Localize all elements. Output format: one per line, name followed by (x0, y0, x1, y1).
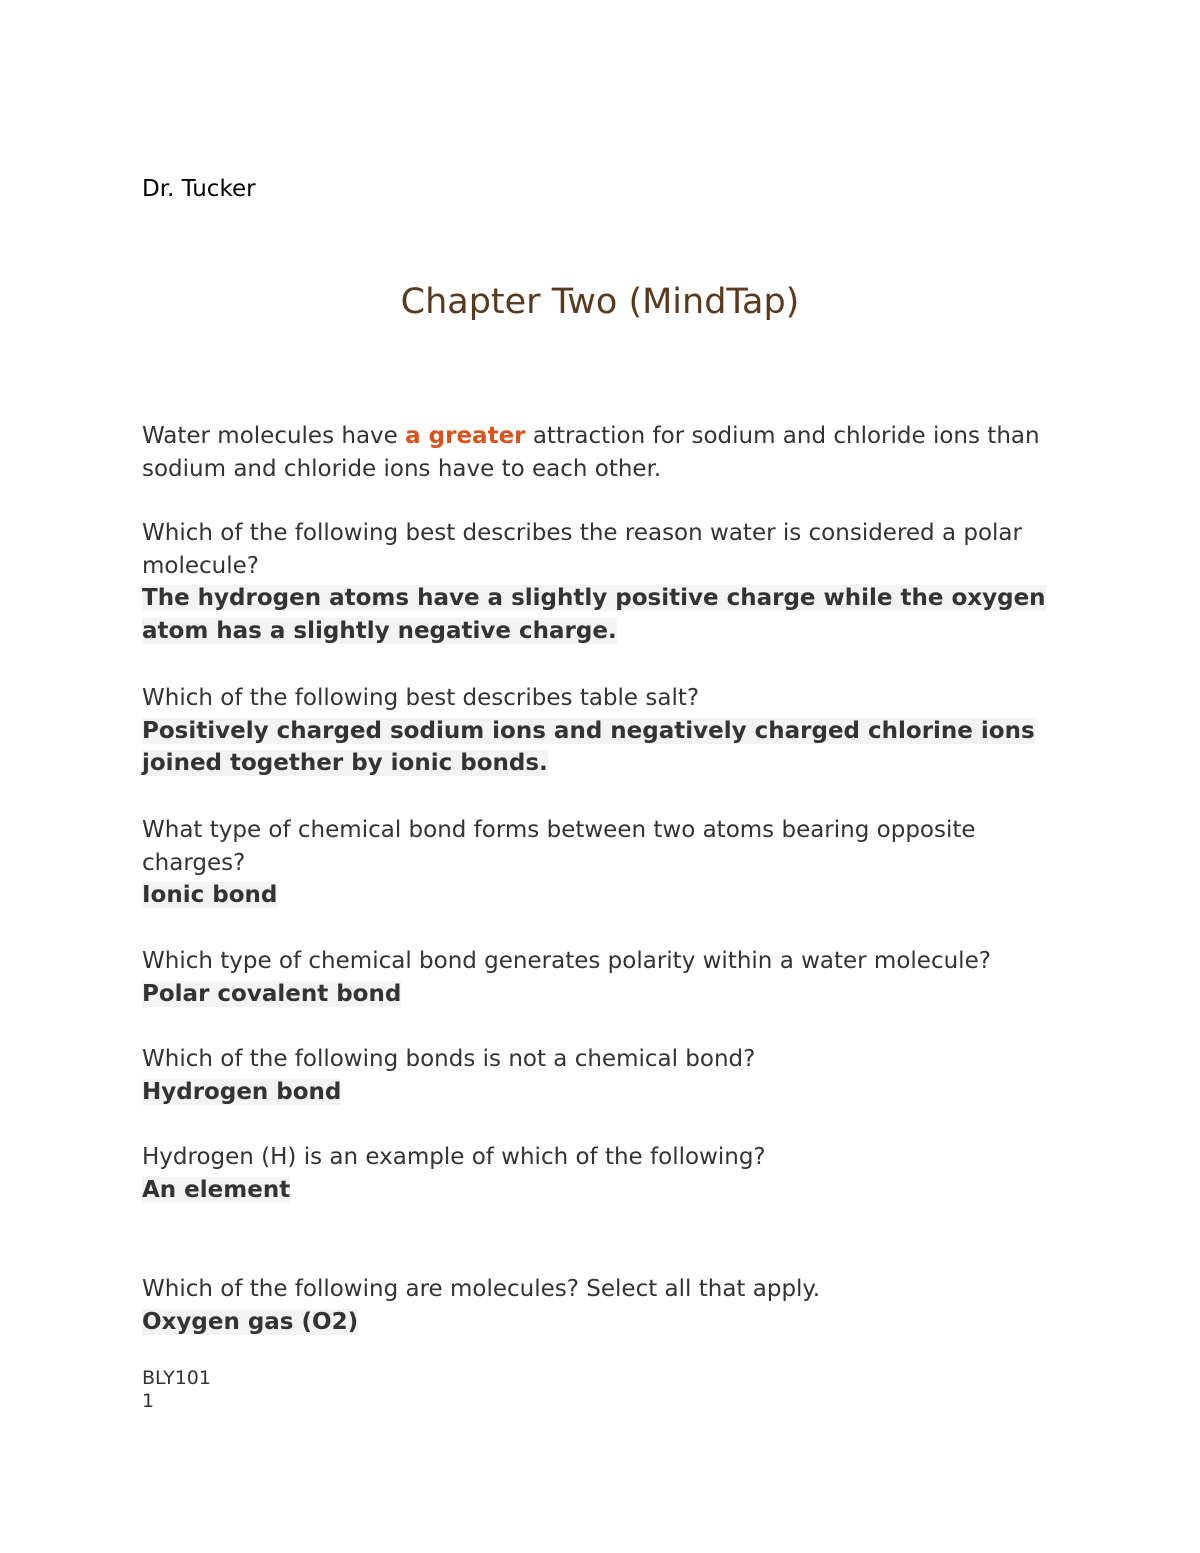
answer-highlight: Positively charged sodium ions and negatively charged chlorine ions joined together by ionic bonds. (142, 717, 1035, 776)
page-footer (142, 1367, 211, 1413)
answer-highlight: Polar covalent bond (142, 980, 402, 1007)
intro-statement (142, 420, 1072, 485)
question-text: What type of chemical bond forms between two atoms bearing opposite charges? (142, 817, 976, 876)
intro-text-part2: attraction for sodium and chloride ions than sodium and chloride ions have to each other. (142, 423, 1040, 482)
page-number: 1 (142, 1390, 155, 1412)
answer-highlight: An element (142, 1176, 291, 1203)
answer-text (142, 879, 1072, 912)
author-name: Dr. Tucker (142, 176, 256, 202)
question-text: Which of the following best describes the reason water is considered a polar molecule? (142, 520, 1022, 579)
page-title: Chapter Two (MindTap) (400, 282, 800, 322)
qa-item-5 (142, 1043, 1072, 1108)
qa-item-2 (142, 682, 1072, 780)
answer-highlight: Ionic bond (142, 882, 278, 908)
answer-text (142, 582, 1072, 647)
qa-item-1 (142, 517, 1072, 647)
course-code: BLY101 (142, 1367, 211, 1389)
intro-text-part1: Water molecules have (142, 423, 406, 449)
intro-emphasis: a greater (405, 423, 526, 449)
answer-highlight: Oxygen gas (O2) (142, 1308, 359, 1335)
qa-item-6 (142, 1141, 1072, 1206)
answer-highlight: Hydrogen bond (142, 1078, 342, 1105)
qa-item-4 (142, 945, 1072, 1010)
question-text: Which of the following best describes table salt? (142, 685, 700, 711)
question-text: Which of the following bonds is not a chemical bond? (142, 1046, 756, 1072)
question-text: Hydrogen (H) is an example of which of the following? (142, 1144, 766, 1170)
question-text: Which of the following are molecules? Select all that apply. (142, 1276, 821, 1302)
answer-text (142, 715, 1072, 780)
answer-text (142, 1174, 1072, 1207)
answer-text (142, 978, 1072, 1011)
answer-highlight: The hydrogen atoms have a slightly positive charge while the oxygen atom has a slightly negative charge. (142, 585, 1046, 644)
qa-item-7 (142, 1273, 1072, 1338)
answer-text (142, 1076, 1072, 1109)
qa-item-3 (142, 814, 1072, 912)
answer-text (142, 1306, 1072, 1339)
question-text: Which type of chemical bond generates polarity within a water molecule? (142, 948, 991, 974)
